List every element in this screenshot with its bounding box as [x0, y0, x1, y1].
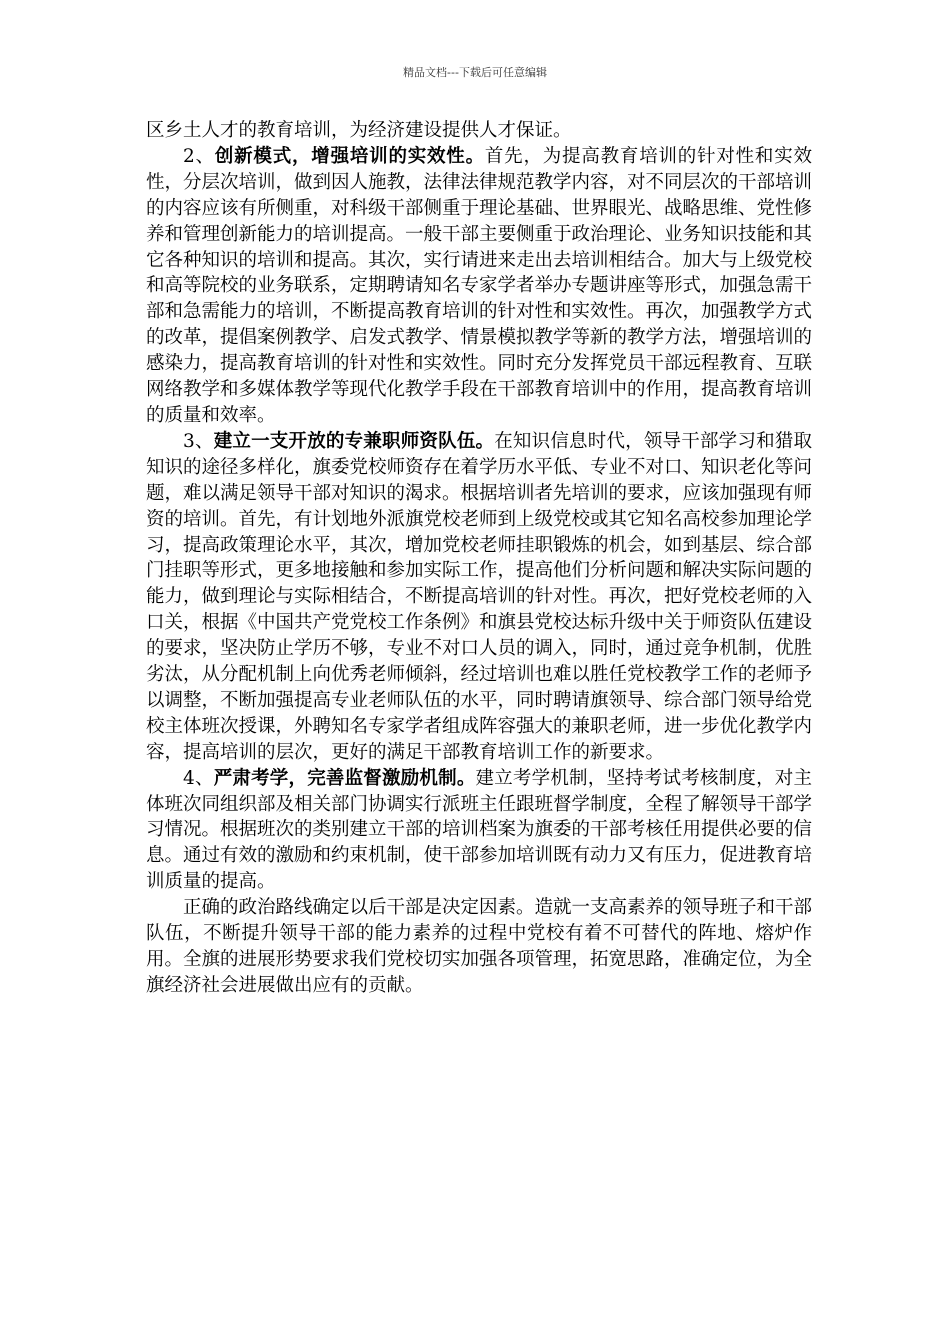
document-body	[146, 118, 812, 999]
paragraph-text: 区乡土人才的教育培训，为经济建设提供人才保证。	[146, 120, 572, 141]
page-header: 精品文档---下载后可任意编辑	[403, 66, 547, 79]
item-number: 4、	[183, 767, 214, 789]
paragraph-conclusion	[146, 895, 812, 999]
item-heading: 建立一支开放的专兼职师资队伍。	[213, 430, 495, 452]
paragraph-item-4	[146, 766, 812, 896]
item-heading: 创新模式，增强培训的实效性。	[214, 145, 485, 167]
item-number: 2、	[183, 145, 215, 167]
paragraph-text: 建立考学机制，坚持考试考核制度，对主体班次同组织部及相关部门协调实行派班主任跟班督学制度，全程了解领导干部学习情况。根据班次的类别建立干部的培训档案为旗委的干部考核任用提供必要的信息。通过有效的激励和约束机制，使干部参加培训既有动力又有压力，促进教育培训质量的提高。	[146, 767, 813, 893]
paragraph-text: 在知识信息时代，领导干部学习和猎取知识的途径多样化，旗委党校师资存在着学历水平低、专业不对口、知识老化等问题，难以满足领导干部对知识的渴求。根据培训者先培训的要求，应该加强现有师资的培训。首先，有计划地外派旗党校老师到上级党校或其它知名高校参加理论学习，提高政策理论水平，其次，增加党校老师挂职锻炼的机会，如到基层、综合部门挂职等形式，更多地接触和参加实际工作，提高他们分析问题和解决实际问题的能力，做到理论与实际相结合，不断提高培训的针对性。再次，把好党校老师的入口关，根据《中国共产党党校工作条例》和旗县党校达标升级中关于师资队伍建设的要求，坚决防止学历不够，专业不对口人员的调入，同时，通过竞争机制，优胜劣汰，从分配机制上向优秀老师倾斜，经过培训也难以胜任党校教学工作的老师予以调整，不断加强提高专业老师队伍的水平，同时聘请旗领导、综合部门领导给党校主体班次授课，外聘知名专家学者组成阵容强大的兼职老师，进一步优化教学内容，提高培训的层次，更好的满足干部教育培训工作的新要求。	[146, 430, 813, 763]
paragraph-item-2	[146, 144, 812, 429]
item-heading: 严肃考学，完善监督激励机制。	[213, 767, 476, 789]
paragraph-text: 首先，为提高教育培训的针对性和实效性，分层次培训，做到因人施教，法律法律规范教学内容，对不同层次的干部培训的内容应该有所侧重，对科级干部侧重于理论基础、世界眼光、战略思维、党性修养和管理创新能力的培训提高。一般干部主要侧重于政治理论、业务知识技能和其它各种知识的培训和提高。其次，实行请进来走出去培训相结合。加大与上级党校和高等院校的业务联系，定期聘请知名专家学者举办专题讲座等形式，加强急需干部和急需能力的培训，不断提高教育培训的针对性和实效性。再次，加强教学方式的改革，提倡案例教学、启发式教学、情景模拟教学等新的教学方法，增强培训的感染力，提高教育培训的针对性和实效性。同时充分发挥党员干部远程教育、互联网络教学和多媒体教学等现代化教学手段在干部教育培训中的作用，提高教育培训的质量和效率。	[146, 145, 813, 426]
paragraph-text: 正确的政治路线确定以后干部是决定因素。造就一支高素养的领导班子和干部队伍，不断提升领导干部的能力素养的过程中党校有着不可替代的阵地、熔炉作用。全旗的进展形势要求我们党校切实加强各项管理，拓宽思路，准确定位，为全旗经济社会进展做出应有的贡献。	[146, 897, 813, 996]
paragraph-continuation	[146, 118, 812, 144]
item-number: 3、	[183, 430, 214, 452]
paragraph-item-3	[146, 429, 812, 766]
